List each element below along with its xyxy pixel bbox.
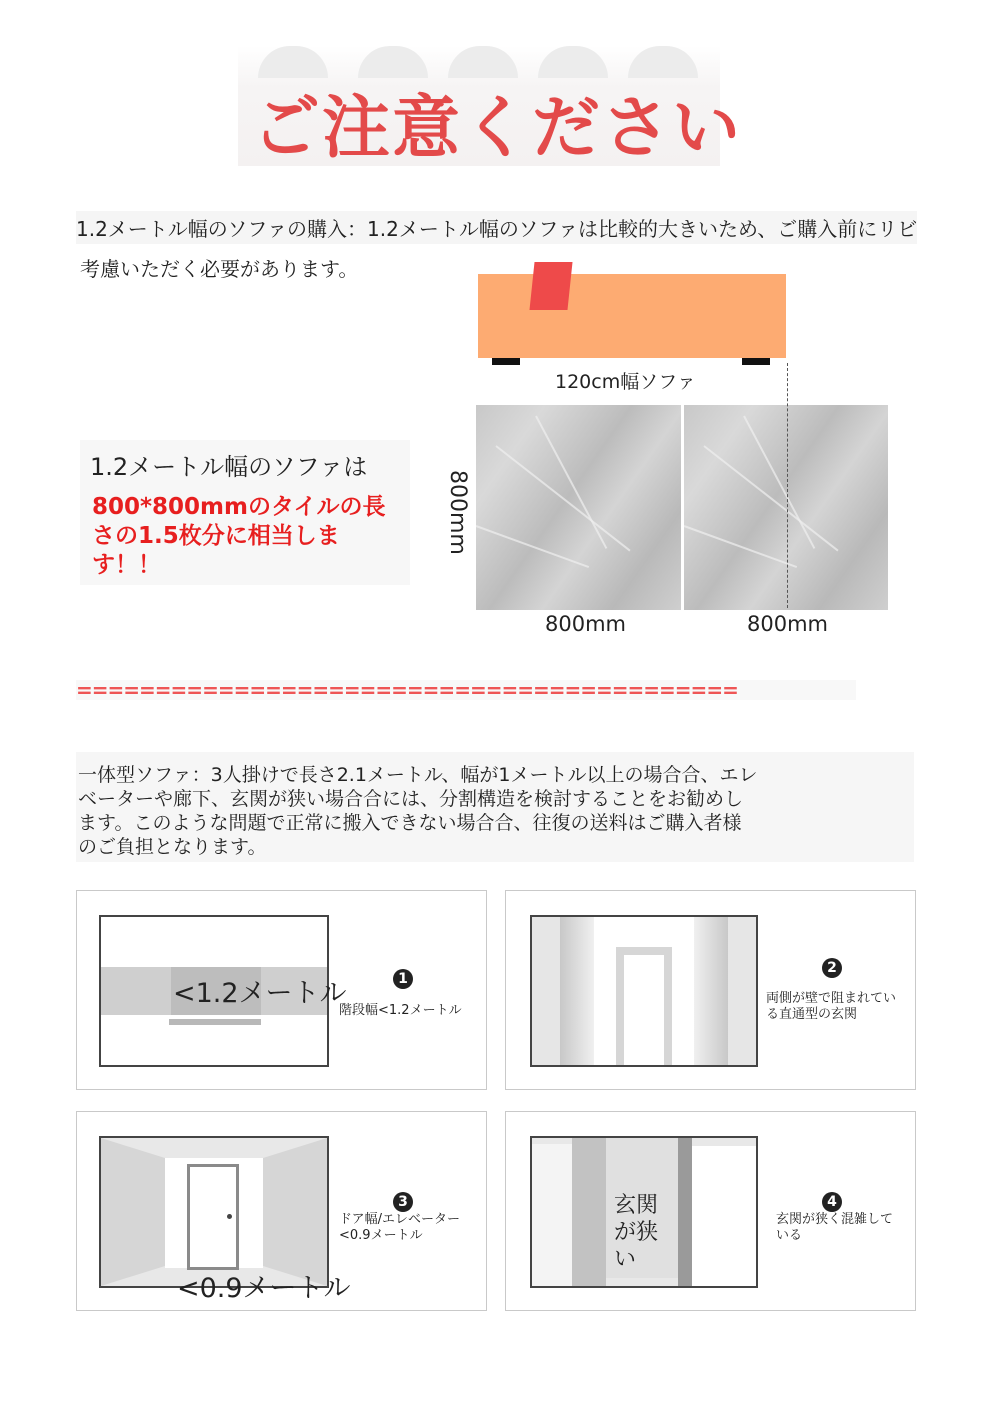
step-number-2: 2 [822,958,842,978]
marble-tile [684,405,888,610]
onepiece-note: 一体型ソファ：3人掛けで長さ2.1メートル、幅が1メートル以上の場合合、エレベーターや廊下、玄関が狭い場合合には、分割構造を検討することをお勧めします。このような問題で正常に搬入できない場合合、往復の送料はご購入者様のご負担となります。 [78,764,758,858]
marble-tile [476,405,681,610]
panel-caption: ドア幅/エレベーター<0.9メートル [339,1212,460,1243]
step-number-1: 1 [393,969,413,989]
panel-stairs [76,890,487,1090]
step-number-3: 3 [393,1192,413,1212]
entrance-label: 玄関が狭い [614,1193,659,1272]
sofa-backrest [529,262,572,310]
sofa-leg [742,358,770,365]
tile-width-label: 800mm [747,612,828,636]
tile-height-label: 800mm [445,470,470,555]
callout-text: 800*800mmのタイルの長さの1.5枚分に相当します！！ [92,494,386,578]
sofa-width-label: 120cm幅ソファ [555,371,696,393]
tile-width-label: 800mm [545,612,626,636]
intro-line-1: 1.2メートル幅のソファの購入：1.2メートル幅のソファは比較的大きいため、ご購入前にリビ [76,211,917,244]
intro-line-2: 考慮いただく必要があります。 [80,257,359,281]
page-title: ご注意ください [252,89,743,168]
sofa-illustration [478,274,786,358]
callout-title: 1.2メートル幅のソファは [90,453,368,481]
panel-caption: 両側が壁で阻まれている直通型の玄関 [766,991,897,1022]
door-width-label: <0.9メートル [177,1273,351,1304]
title-banner [238,46,743,168]
panel-caption: 階段幅<1.2メートル [339,1003,462,1018]
divider: ========================================== [76,680,856,700]
sofa-leg [492,358,520,365]
stairs-width-label: <1.2メートル [173,978,347,1009]
sofa-extent-line [787,363,788,608]
step-number-4: 4 [822,1192,842,1212]
panel-caption: 玄関が狭く混雑している [776,1212,894,1243]
corridor-illustration [530,915,758,1067]
panel-corridor [505,890,916,1090]
panel-entrance [505,1111,916,1311]
panel-door [76,1111,487,1311]
